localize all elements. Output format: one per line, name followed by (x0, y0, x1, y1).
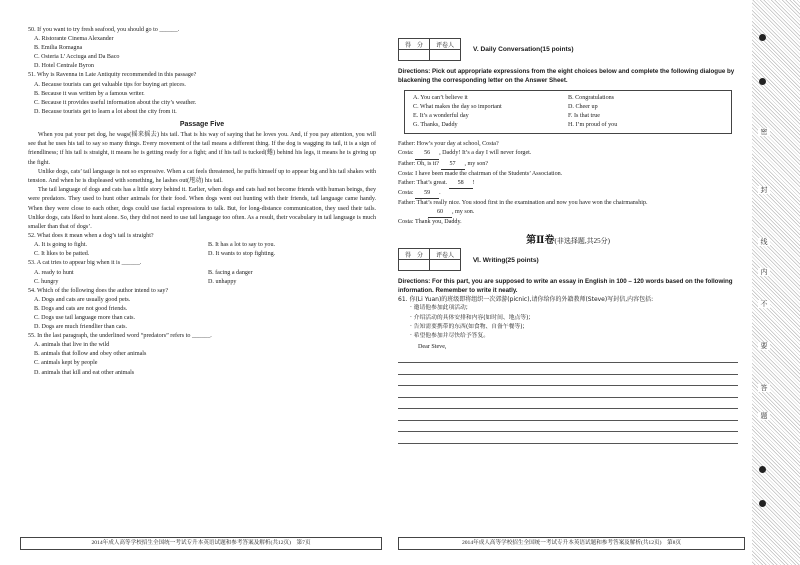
part-2-heading: 第Ⅱ卷(非选择题,共25分) (526, 235, 610, 247)
option: C. It likes to be patted. (34, 251, 90, 258)
option: D. Because tourists get to learn a lot about the city from it. (34, 108, 177, 115)
dialogue-line: Costa: I have been made the chairman of the Students’ Association. (398, 170, 563, 177)
seal-dot (759, 78, 766, 85)
option: B. It has a lot to say to you. (208, 242, 276, 249)
choices-box (404, 90, 732, 134)
score-cell (399, 50, 430, 61)
seal-char: 内 (758, 268, 770, 276)
grader-cell (430, 50, 461, 61)
left-page-footer: 2014年成人高等学校招生全国统一考试专升本英语试题和参考答案及解析(共12页) 第7页 (20, 537, 382, 550)
choice: D. Cheer up (568, 104, 598, 111)
writing-area[interactable] (398, 352, 738, 444)
option: C. Because it provides useful information about the city’s weather. (34, 99, 197, 106)
option: A. It is going to fight. (34, 242, 87, 249)
writing-line[interactable] (398, 432, 738, 444)
writing-line[interactable] (398, 409, 738, 421)
option: A. animals that live in the wild (34, 342, 110, 349)
section-title: Ⅵ. Writing(25 points) (473, 256, 539, 264)
seal-dot (759, 466, 766, 473)
dialogue-line: Father: How’s your day at school, Costa? (398, 141, 499, 148)
dialogue (398, 140, 738, 227)
question-stem: 52. What does it mean when a dog’s tail is straight? (28, 233, 154, 240)
seal-char: 线 (758, 238, 770, 246)
grader-label: 评卷人 (430, 39, 461, 50)
section-directions: Directions: For this part, you are supposed to write an essay in English in 100 – 120 words based on the following information. Remember to write it neatly. (398, 278, 733, 295)
option: D. animals that kill and eat other animals (34, 369, 135, 376)
option: C. hungry (34, 278, 59, 285)
requirement: · 介绍活动的具体安排和内容(如时间、地点等); (410, 314, 531, 321)
seal-char: 要 (758, 342, 770, 350)
score-box-section-6 (398, 248, 738, 271)
option: D. unhappy (208, 278, 237, 285)
answer-blank[interactable]: 60 (428, 208, 452, 218)
writing-line[interactable] (398, 363, 738, 375)
seal-char: 答 (758, 384, 770, 392)
question-stem: 51. Why is Ravenna in Late Antiquity recommended in this passage? (28, 72, 197, 79)
question-stem: 54. Which of the following does the author intend to say? (28, 287, 169, 294)
answer-blank[interactable]: 57 (441, 160, 465, 170)
choice: C. What makes the day so important (413, 104, 502, 111)
section-directions: Directions: Pick out appropriate expressions from the eight choices below and complete the following dialogue by blackening the corresponding letter on the Answer Sheet. (398, 68, 735, 84)
option: A. Ristorante Cinema Alexander (34, 36, 114, 43)
dialogue-line: Father: That’s great. 58 ! (398, 179, 738, 189)
writing-line[interactable] (398, 421, 738, 433)
score-label: 得 分 (399, 39, 430, 50)
dialogue-line: Father: Oh, is it? 57 , my son? (398, 160, 738, 170)
requirement: · 告知需要携带的东西(如食物、自备午餐等); (410, 323, 525, 330)
option: B. animals that follow and obey other animals (34, 351, 147, 358)
seal-dot (759, 500, 766, 507)
score-table (398, 38, 461, 61)
question-51 (28, 71, 376, 116)
seal-char: 题 (758, 412, 770, 420)
option: A. Because tourists can get valuable tips for buying art pieces. (34, 81, 186, 88)
writing-line[interactable] (398, 398, 738, 410)
seal-char: 不 (758, 300, 770, 308)
seal-char: 封 (758, 186, 770, 194)
requirement: · 邀请他参加此项活动; (410, 305, 468, 312)
dialogue-line: 60 , my son. (398, 208, 738, 218)
seal-char: 密 (758, 128, 770, 136)
option: B. facing a danger (208, 269, 253, 276)
option: C. animals kept by people (34, 360, 98, 367)
score-table (398, 248, 461, 271)
grader-cell (430, 260, 461, 271)
question-50 (28, 26, 376, 71)
choice: A. You can’t believe it (413, 95, 468, 101)
option: B. Dogs and cats are not good friends. (34, 305, 128, 312)
question-52 (28, 232, 376, 259)
choice: F. Is that true (568, 113, 601, 120)
option: D. Hotel Centrale Byron (34, 63, 94, 70)
answer-blank[interactable]: 58 (449, 179, 473, 189)
paragraph-3: The tail language of dogs and cats has a little story behind it. Earlier, when dogs and cats had not become friends with human beings, they were predators. They used to hunt other animals for their food. When dogs went out hunting with their friends, tail language came handy. When they were close to each other, dogs could use facial expressions to talk. But, for long-distance communication, they used their tails. Unlike dogs, cats liked to hunt alone. So, they did not need to use tail language too often. As a result, their vocabulary in tail language is much smaller than that of dogs’. (28, 187, 376, 230)
score-cell (399, 260, 430, 271)
writing-line[interactable] (398, 386, 738, 398)
writing-line[interactable] (398, 375, 738, 387)
dialogue-line: Father: That’s really nice. You stood first in the examination and now you have won the chairmanship. (398, 199, 648, 206)
paragraph-1: When you pat your pet dog, he wags(摇来摇去) his tail. That is his way of saying that he loves you. And, if you pay attention, you will see that he uses his tail to say so many things. Every movement of the tail means a different thing. If the dog is wagging its tail, it is a sign of friendliness; if his tail is straight, it means he is getting ready for a fight; and if his tail is tucked(蜷) behind his legs, it means he is giving up the fight. (28, 131, 376, 166)
passage-title: Passage Five (179, 120, 225, 128)
grader-label: 评卷人 (430, 249, 461, 260)
answer-blank[interactable]: 56 (415, 149, 439, 159)
option: A. Dogs and cats are usually good pets. (34, 296, 131, 303)
right-page-footer: 2014年成人高等学校招生全国统一考试专升本英语试题和参考答案及解析(共12页) 第8页 (398, 537, 745, 550)
question-stem: 53. A cat tries to appear big when it is ______. (28, 260, 142, 267)
dialogue-line: Costa: Thank you, Daddy. (398, 219, 462, 226)
left-page (28, 26, 376, 378)
question-55 (28, 332, 376, 377)
answer-blank[interactable]: 59 (415, 189, 439, 199)
option: D. Dogs are much friendlier than cats. (34, 324, 128, 331)
option: B. Because it was written by a famous writer. (34, 90, 145, 97)
dialogue-line: Costa: 56 , Daddy! It’s a day I will never forget. (398, 149, 738, 159)
right-page (398, 38, 738, 444)
question-stem: 50. If you want to try fresh seafood, you should go to ______. (28, 27, 180, 33)
section-title: V. Daily Conversation(15 points) (473, 46, 574, 53)
writing-line[interactable] (398, 352, 738, 364)
option: B. Emilia Romagna (34, 45, 83, 52)
question-61-intro: 61. 你(Li Yuan)的班级即将组织一次郊游(picnic),请你给你的外籍教师(Steve)写封信,内容包括: (398, 296, 654, 304)
choice: E. It’s a wonderful day (413, 113, 469, 120)
seal-edge-hatching (752, 0, 800, 565)
choice: G. Thanks, Daddy (413, 122, 458, 129)
option: A. ready to hunt (34, 269, 74, 276)
salutation: Dear Steve, (418, 343, 447, 350)
option: D. It wants to stop fighting. (208, 251, 276, 258)
choice: B. Congratulations (568, 95, 615, 101)
option: C. Dogs use tail language more than cats. (34, 315, 136, 322)
seal-dot (759, 34, 766, 41)
dialogue-line: Costa: 59 . (398, 189, 738, 199)
choice: H. I’m proud of you (568, 122, 618, 129)
score-box-section-5 (398, 38, 738, 61)
question-stem: 55. In the last paragraph, the underlined word “predators” refers to ______. (28, 333, 212, 340)
question-54 (28, 287, 376, 332)
option: C. Osteria L’ Acciuga and Da Baco (34, 54, 120, 61)
question-53 (28, 259, 376, 286)
requirement: · 希望他参加并尽快给予答复。 (410, 332, 490, 339)
paragraph-2: Unlike dogs, cats’ tail language is not so expressive. When a cat feels threatened, he puffs himself up to appear big and his tail shakes with tension. And when he is displeased with something, he lashes out(甩动) his tail. (28, 168, 376, 184)
score-label: 得 分 (399, 249, 430, 260)
